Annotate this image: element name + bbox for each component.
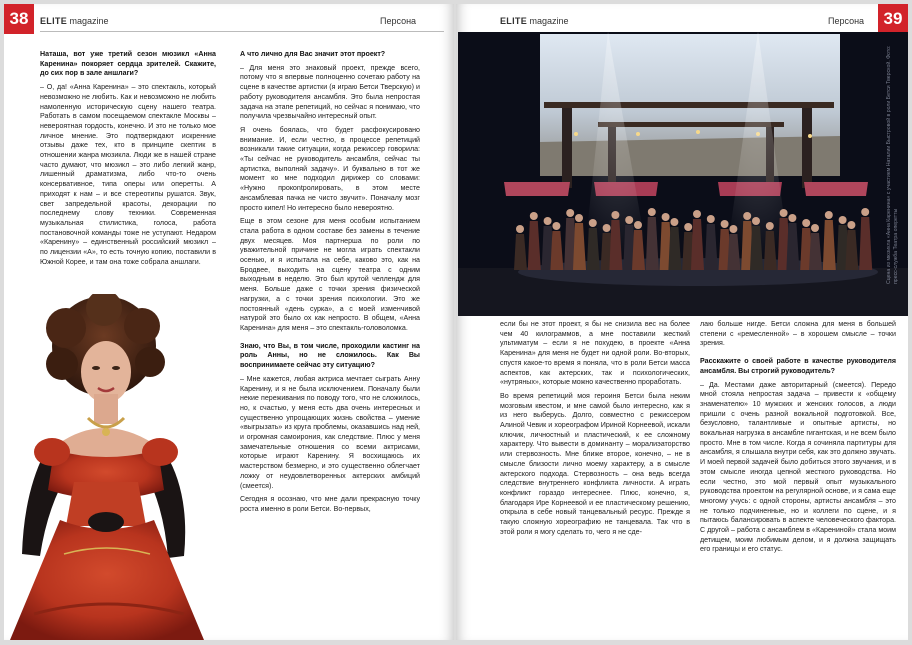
performer-head (589, 219, 597, 227)
performer-head (729, 225, 737, 233)
paragraph: – Да. Местами даже авторитарный (смеется). Передо мной стояла непростая задача – привести к «общему знаменателю» 10 мужских и женских голосов, а люди пришли с очень разной вокальной подготовкой. Все, безусловно, талантливые и опытные артисты, но вокальная нагрузка в ансамбле гигантская, и не всем было просто. Мне в том числе. Когда я сочиняла партитуры для ансамбля, я слышала внутри себя, как это должно звучать. И моей первой задачей было добиться этого звучания, и в этом смысле иногда цепной жесткого руководства. Но если честно, это мой первый опыт музыкального руководства проектом на регулярной основе, и я сама еще многому учусь: с одной стороны, артисты ансамбля – это не только подчиненные, но и коллеги по сцене, и я пытаюсь балансировать в аспекте человеческого фактора. С другой – работа с ансамблем в «Карениной» стала моим детищем, моим любимым делом, и я должна защищать его границы и его статус. (700, 380, 896, 554)
performer-head (684, 223, 692, 231)
section-title: Персона (380, 16, 417, 26)
left-page (4, 4, 454, 640)
section-title: Персона (828, 16, 865, 26)
text-column-1 (40, 50, 216, 290)
performer-head (721, 220, 729, 228)
paragraph: Сегодня я осознаю, что мне дали прекрасную точку роста именно в роли Бетси. Во-первых, (240, 495, 420, 513)
performer-head (752, 217, 760, 225)
performer-head (802, 219, 810, 227)
brand-name: ELITE (500, 16, 528, 26)
paragraph: Я очень боялась, что будет расфокусировано внимание. И, если честно, в процессе репетиций возникали такие ситуации, когда режиссер говорила: «Ты сейчас не руководитель ансамбля, сейчас ты артистка, выполняй задачу». И буквально в тот же момент ко мне подходил дирижер со словами: «Нужно прокontролировать, в этом месте ансамблевая пачка не чисто звучит». Поначалу мозг просто кипел! Но интересно было невероятно. (240, 125, 420, 212)
paragraph: – Мне кажется, любая актриса мечтает сыграть Анну Каренину, и я не была исключением. Поначалу были некие переживания по поводу того, что не сложилось, но, к счастью, у меня есть два очень интересных и существенно упрощающих жизнь свойства – умение «выгрызать» из кругa проблемы, оказавшись над ней, и огромная самоирония, как следствие. Плюс у меня замечательные отношения со всеми актрисами, которые играют Каренину. Я восхищаюсь их мастерством безмерно, и это существенно облегчает ложку от неудовлетворенных актерских амбиций (смеется). (240, 374, 420, 490)
interview-question: Расскажите о своей работе в качестве руководителя ансамбля. Вы строгий руководитель? (700, 357, 896, 375)
paragraph: – Для меня это знаковый проект, прежде всего, потому что я впервые полноценно сочетаю работу на сцене в качестве артистки (я играю Бетси Тверскую) и работу руководителя ансамбля. Это была непростая задача на этапе репетиций, но сейчас я понимаю, что получила чрезвычайно интересный опыт. (240, 63, 420, 121)
performer-head (847, 221, 855, 229)
performer-head (566, 209, 574, 217)
performer-head (766, 222, 774, 230)
performer-head (648, 208, 656, 216)
performer-head (693, 210, 701, 218)
page-number: 39 (878, 4, 908, 34)
performer-head (575, 214, 583, 222)
paragraph: Во время репетиций моя героиня Бетси была неким мозговым квестом, и мне самой было интересно, как я из него выберусь. Долго, совместно с режиссером Алиной Чевик и хореографом Ириной Корнеевой, искали ключик, личностный и пластический, к ее сложному характеру. Что вывести в доминанту – моралиэаторство или стервозность. Мне ближе второе, конечно, – не в смысле близости лично моему характеру, а в смысле актерского подхода. Стервозность – она ведь всегда следствие внутреннего конфликта личности. А играть конфликт гораздо интереснее. Плюс, конечно, я, благодаря Ире Корнеевой и ее пластическому решению, открыла в себе новый танцевальный ресурс. Прежде я такую сложную хореографию не танцевала. Так что в этой роли я могу сделать то, чего я не сде- (500, 391, 690, 536)
performer-head (839, 216, 847, 224)
brand-suffix: magazine (67, 16, 109, 26)
performer-head (662, 213, 670, 221)
paragraph: Еще в этом сезоне для меня особым испытанием стала работа в одном составе без замены в течение двух месяцев. Моя партнерша по роли по уважительной причине не могла играть спектакли осенью, и я испытала на себе, каково это, как на Бродвее, выходить на сцену театра с одним выходным в неделю. Это был крутой челлендж для меня. Больше даже с точки зрения физической нагрузки, а с точки зрения психологии. Это же постоянный «день сурка», а с моей изменчивой натурой это было ох как непросто. В общем, «Анна Каренина» для меня – это спектакль-головоломка. (240, 217, 420, 332)
text-column-1 (500, 320, 690, 636)
paragraph: если бы не этот проект, я бы не снизила вес на более чем 40 килограммов, а мне поставили жесткий ультиматум – если я не похудею, в проекте «Анна Каренина» для меня не будет ни одной роли. Во-вторых, спустя какое-то время я поняла, что в роли Бетси масса аспектов, как актерских, так и психологических, «нутряных», которые можно качественно проработать. (500, 320, 690, 387)
performer-head (788, 214, 796, 222)
performer-head (780, 209, 788, 217)
brand-name: ELITE (40, 16, 68, 26)
interview-question: Знаю, что Вы, в том числе, проходили кастинг на роль Анны, но не сложилось. Как Вы воспринимаете сейчас эту ситуацию? (240, 341, 420, 370)
performer-head (625, 216, 633, 224)
photo-caption: Сцена из мюзикла «Анна Каренина» с участием Наталии Быстровой в роли Бетси Тверской. Фото: пресс-служба Театра оперетты (886, 45, 899, 284)
paragraph: – О, да! «Анна Каренина» – это спектакль, который невозможно не любить. Как и невозможно не любить намоленную историческую сцену нашего театра. Работать в самом посещаемом спектакле Москвы – невероятная гордость, конечно. И это не только мое личное мнение. Это подтверждают искренние отзывы даже тех, кто в принципе скептик в отношении жанра мюзикла. Люди же в нашей стране часто думают, что мюзикл – это либо легкий жанр, лишенный драматизма, либо что-то очень консервативное, типа оперы или оперетты. А приходят к нам – и все стереотипы рушатся. Звук, свет запредельной красоты, декорации по последнему слову техники. Современная музыкальная стилистика, голоса, работа постановочной команды тоже не уступают. Недаром «Каренину» – единственный российский мюзикл – по лицензии «A», то есть точную копию, поставили в Южной Корее, и там она тоже собрала аншлаги. (40, 83, 216, 266)
performer-head (634, 221, 642, 229)
actress-portrait (4, 294, 210, 640)
brand-suffix: magazine (527, 16, 569, 26)
performer-head (707, 215, 715, 223)
performer-head (611, 211, 619, 219)
stage-photo (458, 32, 908, 316)
interview-question: А что лично для Вас значит этот проект? (240, 50, 386, 58)
performer-head (670, 218, 678, 226)
performer-head (861, 208, 869, 216)
text-column-2 (700, 320, 896, 636)
performer-head (544, 217, 552, 225)
interview-question: Наташа, вот уже третий сезон мюзикл «Анна Каренина» покоряет сердца зрителей. Скажите, до сих пор в зале аншлаги? (40, 50, 216, 78)
performer-head (516, 225, 524, 233)
text-column-2 (240, 50, 420, 638)
magazine-header (500, 16, 569, 26)
magazine-header (40, 16, 109, 26)
performer-head (603, 224, 611, 232)
header-rule (40, 31, 444, 32)
performer-head (825, 211, 833, 219)
performer-head (552, 222, 560, 230)
paragraph: лаю больше нигде. Бетси сложна для меня в большей степени с «ремесленной» – в хорошем смысле – точки зрения. (700, 320, 896, 348)
performer-head (530, 212, 538, 220)
right-page (456, 4, 908, 640)
page-number: 38 (4, 4, 34, 34)
performer-head (743, 212, 751, 220)
performer-head (811, 224, 819, 232)
